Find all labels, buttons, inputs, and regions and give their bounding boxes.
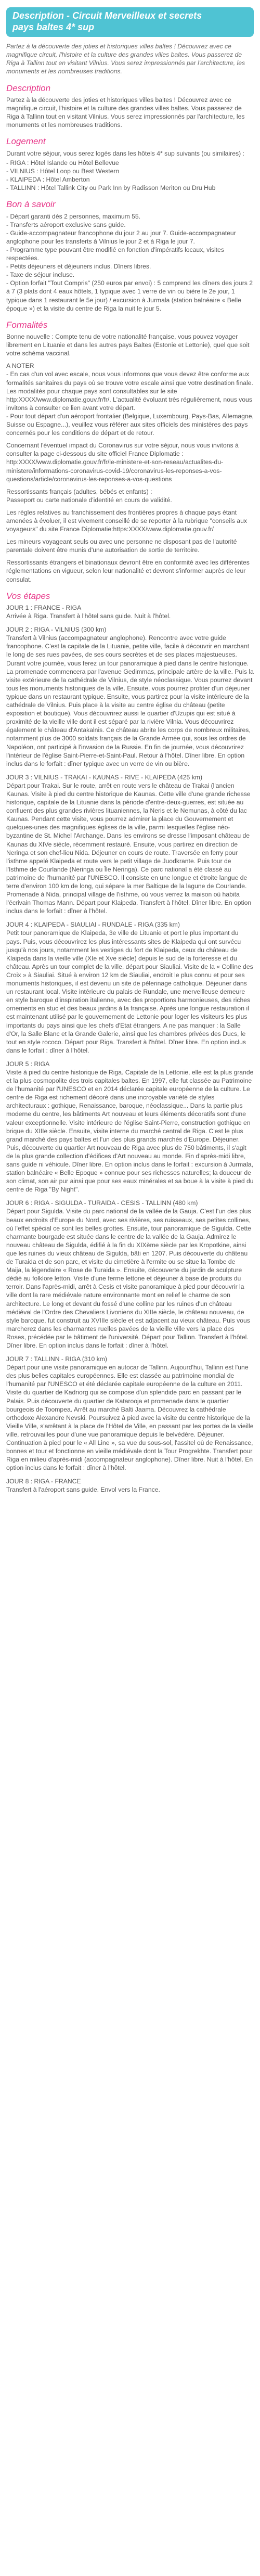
day-text: Départ pour Trakai. Sur le route, arrêt en route vers le château de Trakai (l'ancien Kaunas. Visite à pied du centre historique de Kaunas. Cette ville d'une grande richesse historique, capitale de la Lituanie dans la période d'entre-deux-guerres, est située au confluent des plus grandes rivières lituaniennes, la Neris et le Nemunas, à côté du lac Kaunas. Pendant cette visite, vous pourrez admirer la place du Gouvernement et quelques-unes des magnifiques églises de la ville, parmi lesquelles l'église néo-byzantine de St. Michel l'Archange. Dans les environs se dresse l'imposant château de Kaunas du XIVe siècle, récemment restauré. Ensuite, vous partirez en direction de Neringa et son chef-lieu Nida. Déjeuner en cours de route. Traversée en ferry pour l'isthme appelé Klaipeda et route vers le petit village de Juodkrante. Puis tour de l'Isthme de Courlande (Neringa ou Île Neringa). Ce parc national a été classé au patrimoine de l'humanité par l'UNESCO. Il consiste en une longue et étroite langue de terre d'environ 100 km de long, qui sépare la mer Baltique de la lagune de Courlande. Promenade à Nida, principal village de l'isthme, où vous verrez la maison où habita l'écrivain Thomas Mann. Départ pour Klaipeda. Transfert à l'hôtel. Dîner libre. En option inclus dans le forfait : dîner à l'hôtel.: [6, 781, 252, 915]
day-block: [6, 1477, 254, 1494]
day-title: JOUR 6 : RIGA - SIGULDA - TURAIDA - CESIS - TALLINN (480 km): [6, 1199, 198, 1207]
hotel-item: - KLAIPEDA : Hôtel Amberton: [6, 176, 90, 183]
formalites-paragraph: Ressortissants étrangers et binationaux devront être en conformité avec les différentes réglementations en vigueur, selon leur nationalité et devront s'informer auprès de leur consulat.: [6, 559, 250, 583]
day-text: Transfert à l'aéroport sans guide. Envol vers la France.: [6, 1486, 160, 1494]
bon-savoir-item: - Petits déjeuners et déjeuners inclus. Dîners libres.: [6, 263, 151, 271]
day-title: JOUR 4 : KLAIPEDA - SIAULIAI - RUNDALE - RIGA (335 km): [6, 921, 180, 929]
day-title: JOUR 1 : FRANCE - RIGA: [6, 604, 82, 612]
title-banner: [6, 7, 254, 37]
hotel-list: [6, 159, 254, 192]
bon-savoir-list: [6, 212, 254, 313]
bon-savoir-item: - Transferts aéroport exclusive sans guide.: [6, 221, 126, 228]
etapes-heading: Vos étapes: [6, 591, 50, 601]
page-title: [12, 10, 248, 33]
bon-savoir-item: - Option forfait "Tout Compris" (250 euros par envoi) : 5 comprend les dîners des jours 2 à 7 (3 plats dont 4 eaux hôtels, 1 typique avec 1 verre de vin ou bière le 2e jour, 1 typique dans 1 restaurant le 5e jour) / excursion à Jurmala (station balnéaire « Belle époque ») et la visite du centre de Riga la nuit le jour 5.: [6, 279, 253, 312]
logement-intro: Durant votre séjour, vous serez logés dans les hôtels 4* sup suivants (ou similaires) :: [6, 149, 244, 157]
hotel-item: - TALLINN : Hôtel Tallink City ou Park Inn by Radisson Meriton ou Dru Hub: [6, 184, 216, 192]
day-text: Visite à pied du centre historique de Riga. Capitale de la Lettonie, elle est la plus grande et la plus cosmopolite des trois capitales baltes. En 1997, elle fut classée au Patrimoine de l'humanité par l'UNESCO et en 2014 déclarée capitale européenne de la culture. Le centre de Riga est richement décoré dans une incroyable variété de styles architecturaux : gothique, Renaissance, baroque, néoclassique... Dans la partie plus moderne du centre, les bâtiments Art nouveau et leurs éléments décoratifs sont d'une valeur exceptionnelle. Visite intérieure de l'église Saint-Pierre, construction gothique en brique du XIIIe siècle. Ensuite, visite interne du marché central de Riga. C'est le plus grand marché des pays baltes et l'un des plus grands marchés d'Europe. Déjeuner. Puis, découverte du quartier Art nouveau de Riga avec plus de 750 bâtiments, il s'agit de la plus grande collection d'édifices d'Art nouveau au monde. Fin d'après-midi libre, sans guide ni véhicule. Dîner libre. En option inclus dans le forfait : excursion à Jurmala, station balnéaire « Belle Epoque » connue pour ses richesses naturelles; la douceur de son climat, son air pur ainsi que pour ses eaux minérales et sa boue à la visite à pied du centre de Riga "By Night".: [6, 1068, 254, 1194]
day-block: [6, 625, 254, 768]
hotel-item: - VILNIUS : Hôtel Loop ou Best Western: [6, 167, 120, 175]
bon-savoir-section: [6, 199, 254, 313]
day-text: Transfert à Vilnius (accompagnateur anglophone). Rencontre avec votre guide francophone. C'est la capitale de la Lituanie, petite ville, facile à découvrir en marchant le long de ses rues pavées, de ses cours secrètes et de ses places majestueuses. Durant votre journée, vous ferez un tour panoramique à pied dans le centre historique. La promenade commencera par l'avenue Gedimmas, principale artère de la ville. Puis la visite extérieure de la cathédrale de Vilnius, de style néoclassique. Vous pourrez devant tous les monuments historiques de la ville. Ensuite, vous pourrez profiter d'un déjeuner typique dans un restaurant typique. Ensuite, vous partirez pour la visite intérieure de la cathédrale de Vilnius. Puis place à la visite au centre église du château (petite exposition et boutique). Vous découvrirez aussi le quartier d'Uzupis qui est situé à proximité de la vieille ville dont il est séparé par la rivière Vilnia. Vous découvrirez également le château d'Antakalnis. Ce château abrite les corps de nombreux militaires, notamment plus de 3000 soldats français de la Grande Armée qui, sous les ordres de Napoléon, ont participé à l'invasion de la Russie. En fin de journée, vous découvrirez l'intérieur de l'église Saint-Pierre-et-Saint-Paul. Retour à l'hôtel. Dîner libre. En option inclus dans le forfait : dîner typique avec un verre de vin ou bière.: [6, 634, 254, 767]
logement-section: [6, 136, 254, 192]
day-block: [6, 604, 254, 620]
formalites-paragraph: Les mineurs voyageant seuls ou avec une personne ne disposant pas de l'autorité parentale doivent être munis d'une autorisation de sortie de territoire.: [6, 538, 237, 554]
day-block: [6, 1355, 254, 1472]
formalites-paragraph: Ressortissants français (adultes, bébés et enfants) : Passeport ou carte nationale d'identité en cours de validité.: [6, 488, 172, 504]
bon-savoir-item: - Programme type pouvant être modifié en fonction d'impératifs locaux, visites respectées.: [6, 246, 224, 262]
description-heading: Description: [6, 83, 51, 93]
day-text: Petit tour panoramique de Klaipeda, 3e ville de Lituanie et port le plus important du pays. Puis, vous découvrirez les plus intéressants sites de Klaipeda qui ont survécu jusqu'à nos jours, notamment les vestiges du fort de Klaipeda, ceux du château de Klaipeda dans la vieille ville (XIe et Xve siècle) depuis le sud de la forteresse et du château. Après un tour complet de la ville, départ pour Siauliai. Visite de la « Colline des Croix » à Siauliai. Situé à environ 12 km de Siauliai, endroit le plus connu et pour ses monuments historiques, il est devenu un site de pèlerinage catholique. Déjeuner dans un restaurant local. Visite intérieure du palais de Rundale, une merveilleuse demeure en style baroque d'inspiration italienne, avec des proportions harmonieuses, des riches ornements en stuc et des beaux jardins à la française. Après une longue restauration il est maintenant utilisé par le gouvernement de Lettonie pour loger les visiteurs les plus importants du pays ainsi que les chefs d'Etat étrangers. A ne pas manquer : la Salle d'Or, la Salle Blanc et la Grande Galerie, ainsi que les chambres privées des Ducs, le tout en style rococo. Départ pour Riga. Transfert à l'hôtel. Dîner libre. En option inclus dans le forfait : dîner à l'hôtel.: [6, 929, 253, 1054]
formalites-heading: Formalités: [6, 319, 48, 330]
day-text: Départ pour une visite panoramique en autocar de Tallinn. Aujourd'hui, Tallinn est l'une des plus belles capitales européennes. Elle est classée au patrimoine mondial de l'humanité par l'UNESCO et été déclarée capitale européenne de la culture en 2011. Visite du quartier de Kadriorg qui se compose d'un splendide parc en passant par le Palais. Puis découverte du quartier de Katarooja et promenade dans le quartier bourgeois de Toompea. Arrêt au marché Balti Jaama. Découvrez la cathédrale orthodoxe Alexandre Nevski. Poursuivez à pied avec la visite du centre historique de la Vieille Ville, s'arrêtant à la place de l'Hôtel de Ville, en passant par les portes de la vieille ville, retrouvailles pour d'une vue panoramique depuis le belvédère. Déjeuner. Continuation à pied pour le « All Line », sa vue du sous-sol, l'assitel où de Renaissance, bonnes et tour et fonctionne en vieille médiévale dont la Tour Progrekhte. Transfert pour Riga en milieu d'après-midi (accompagnateur anglophone). Dîner libre. Nuit à l'hôtel. En option inclus dans le forfait : dîner à l'hôtel.: [6, 1364, 254, 1472]
formalites-paragraph: A NOTER - En cas d'un vol avec escale, nous vous informons que vous devez être conforme aux formalités sanitaires du pays où se trouve votre escale ainsi que votre destination finale. Les modalités pour chaque pays sont consultables sur le site http:XXXX/www.diplomatie.gouv.fr/fr/. L'actualité évoluant très régulièrement, nous vous invitons à consulter ce lien avant votre départ. - Pour tout départ d'un aéroport frontalier (Belgique, Luxembourg, Pays-Bas, Allemagne, Suisse ou Espagne...), veuillez vous référer aux sites officiels des ministères des pays concernés pour les conditions de départ et de retour.: [6, 362, 254, 437]
formalites-paragraph: Concernant l'éventuel impact du Coronavirus sur votre séjour, nous vous invitons à consulter la page ci-dessous du site officiel France Diplomatie : http:XXXX/www.diplomatie.gouv.fr/fr/le-ministere-et-son-reseau/actualites-du-ministere/informations-coronavirus-covid-19/coronavirus-les-reponses-a-vos-questions/article/coronavirus-les-reponses-a-vos-questions: [6, 442, 239, 483]
intro-text: Partez à la découverte des joties et historiques villes baltes ! Découvrez avec ce magnifique circuit, l'histoire et la culture des grandes villes baltes. Vous passerez de Riga à Tallinn tout en visitant Vilnius. Vous serez impressionnés par l'architecture, les monuments et les nombreuses traditions.: [6, 43, 245, 75]
description-section: [6, 83, 254, 130]
description-text: Partez à la découverte des joties et historiques villes baltes ! Découvrez avec ce magnifique circuit, l'histoire et la culture des grandes villes baltes. Vous passerez de Riga à Tallinn tout en visitant Vilnius. Vous serez impressionnés par l'architecture, les monuments et les nombreuses traditions.: [6, 96, 245, 129]
page-title-line-2: pays baltes 4* sup: [12, 21, 95, 32]
day-title: JOUR 3 : VILNIUS - TRAKAI - KAUNAS - RIVE - KLAIPEDA (425 km): [6, 773, 203, 781]
bon-savoir-heading: Bon à savoir: [6, 199, 56, 210]
day-title: JOUR 5 : RIGA: [6, 1060, 50, 1068]
day-text: Arrivée à Riga. Transfert à l'hôtel sans guide. Nuit à l'hôtel.: [6, 612, 171, 620]
day-title: JOUR 8 : RIGA - FRANCE: [6, 1478, 81, 1485]
etapes-section: [6, 591, 254, 1494]
formalites-paragraph: Bonne nouvelle : Compte tenu de votre nationalité française, vous pouvez voyager librement en Lituanie et dans les autres pays Baltes (Estonie et Lettonie), quel que soit votre schéma vaccinal.: [6, 333, 250, 357]
formalites-section: [6, 320, 254, 584]
hotel-item: - RIGA : Hôtel Islande ou Hôtel Bellevue: [6, 159, 119, 166]
bon-savoir-item: - Taxe de séjour incluse.: [6, 271, 75, 279]
day-title: JOUR 7 : TALLINN - RIGA (310 km): [6, 1355, 107, 1363]
bon-savoir-item: - Guide-accompagnateur francophone du jour 2 au jour 7. Guide-accompagnateur anglophone pour les transferts à Vilnius le jour 2 et à Riga le jour 7.: [6, 229, 236, 245]
day-block: [6, 920, 254, 1055]
formalites-paragraph: Les règles relatives au franchissement des frontières propres à chaque pays étant amenées à évoluer, il est vivement conseillé de se reporter à la rubrique "conseils aux voyageurs" du site France Diplomatie:https:XXXX/www.diplomatie.gouv.fr/: [6, 508, 247, 533]
day-title: JOUR 2 : RIGA - VILNIUS (300 km): [6, 626, 107, 634]
day-block: [6, 1060, 254, 1194]
day-block: [6, 1199, 254, 1350]
day-block: [6, 773, 254, 916]
day-text: Départ pour Sigulda. Visite du parc national de la vallée de la Gauja. C'est l'un des plus beaux endroits d'Europe du Nord, avec ses rivières, ses ruisseaux, ses petites collines, où l'effet spécial ce sont les belles grottes. Ensuite, tour panoramique de Sigulda. Cette charmante bourgade est située dans le centre de la vallée de la Gauja. Admirez le nouveau château de Sigulda, édifié à la fin du XIXème siècle par les Kropotkine, ainsi que les ruines du vieux château de Sigulda, bâti en 1207. Puis découverte du château de Turaida et de son parc, et visite du cimetière à l'ermite ou se situe la Tombe de Maija, la légendaire « Rose de Turaida ». Ensuite, découverte du jardin de sculpture dédié au folklore letton. Visite d'une ferme lettone et déjeuner à base de produits du terroir. Dans l'après-midi, arrêt à Cesis et visite panoramique à pied pour découvrir la ville dont la rare médiévale nature environnante mont en relief le charme de son architecture. Le long et devant du fossé d'une colline par les ruines d'un château médiéval de l'Ordre des Chevaliers Livoniens du XIIIe siècle, le château nouveau, de style baroque, fut construit au XVIIIe siècle et est adjacent au vieux château. Puis vous marcherez dans les charmantes ruelles pavées de la vieille ville vers la place des Roses, précédée par le bâtiment de l'université. Départ pour Tallinn. Transfert à l'hôtel. Dîner libre. En option inclus dans le forfait : dîner à l'hôtel.: [6, 1208, 251, 1349]
bon-savoir-item: - Départ garanti dès 2 personnes, maximum 55.: [6, 212, 141, 220]
logement-heading: Logement: [6, 136, 46, 147]
page-title-line-1: Description - Circuit Merveilleux et secrets: [12, 10, 202, 21]
